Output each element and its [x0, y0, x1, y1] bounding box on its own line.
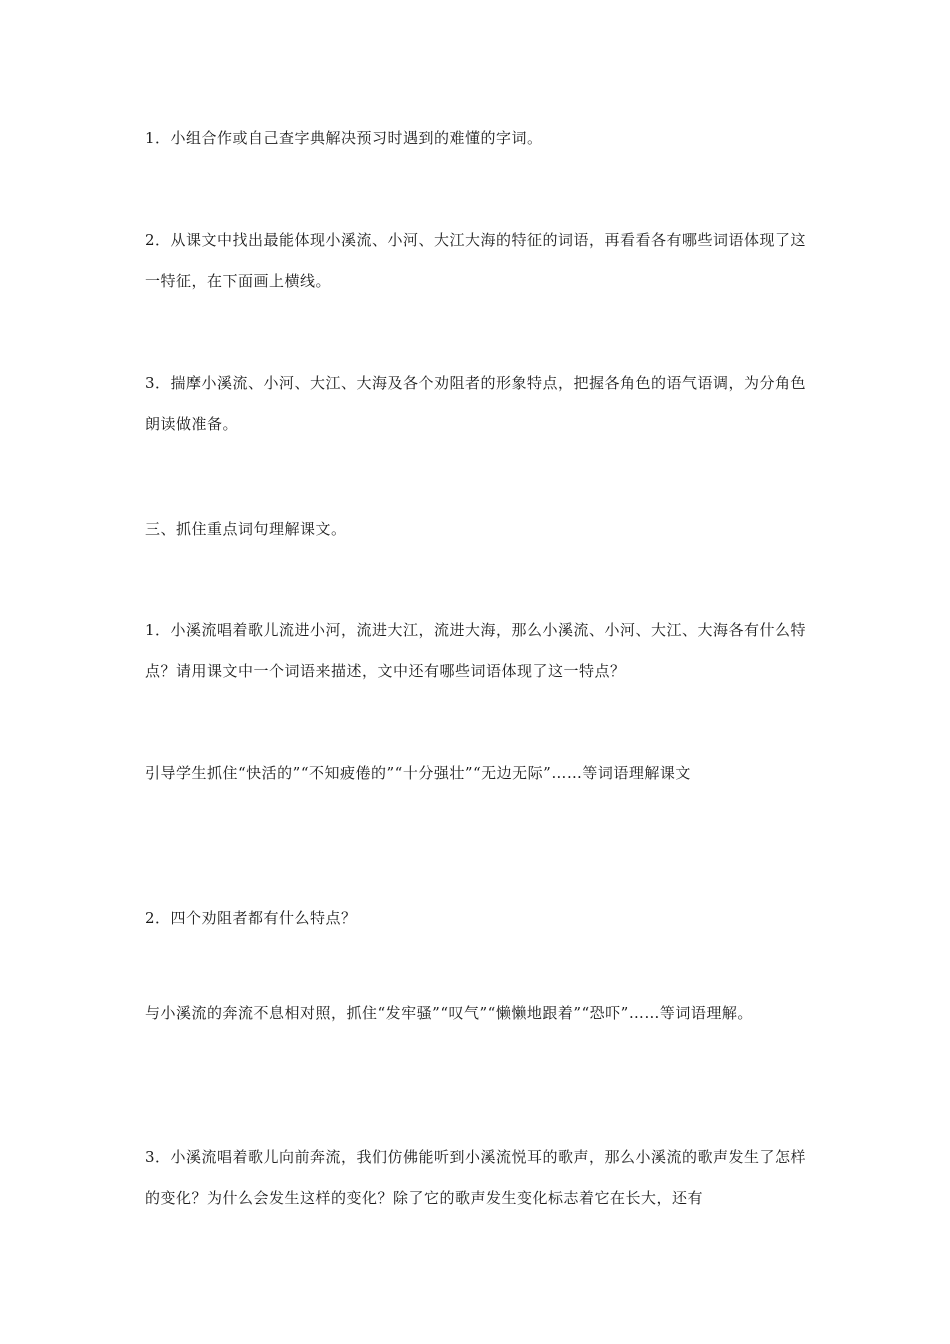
paragraph-9: 3．小溪流唱着歌儿向前奔流，我们仿佛能听到小溪流悦耳的歌声，那么小溪流的歌声发生了怎样的变化？为什么会发生这样的变化？除了它的歌声发生变化标志着它在长大，还有	[145, 1148, 807, 1207]
paragraph-7: 2．四个劝阻者都有什么特点？	[145, 909, 357, 927]
paragraph-1: 1．小组合作或自己查字典解决预习时遇到的难懂的字词。	[145, 129, 543, 147]
section-heading: 三、抓住重点词句理解课文。	[145, 520, 347, 538]
paragraph-6: 引导学生抓住“快活的”“不知疲倦的”“十分强壮”“无边无际”……等词语理解课文	[145, 764, 691, 782]
paragraph-3: 3．揣摩小溪流、小河、大江、大海及各个劝阻者的形象特点，把握各角色的语气语调，为分角色朗读做准备。	[145, 374, 807, 433]
paragraph-5: 1．小溪流唱着歌儿流进小河，流进大江，流进大海，那么小溪流、小河、大江、大海各有什么特点？请用课文中一个词语来描述，文中还有哪些词语体现了这一特点？	[145, 621, 807, 680]
paragraph-2: 2．从课文中找出最能体现小溪流、小河、大江大海的特征的词语，再看看各有哪些词语体现了这一特征，在下面画上横线。	[145, 231, 807, 290]
paragraph-8: 与小溪流的奔流不息相对照，抓住“发牢骚”“叹气”“懒懒地跟着”“恐吓”……等词语理解。	[145, 1004, 753, 1022]
